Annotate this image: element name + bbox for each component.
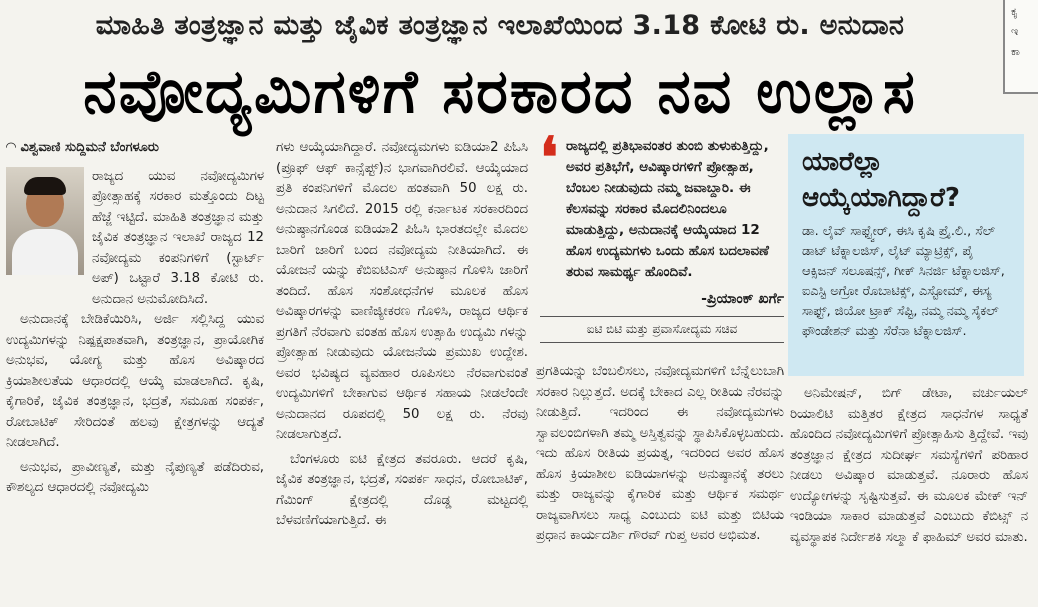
column-4 bbox=[790, 384, 1028, 552]
kicker-line: ಮಾಹಿತಿ ತಂತ್ರಜ್ಞಾನ ಮತ್ತು ಜೈವಿಕ ತಂತ್ರಜ್ಞಾನ ಇಲಾಖೆಯಿಂದ 3.18 ಕೋಟಿ ರು. ಅನುದಾನ bbox=[95, 10, 905, 41]
paragraph-5: ಬೆಂಗಳೂರು ಐಟಿ ಕ್ಷೇತ್ರದ ತವರೂರು. ಆದರೆ ಕೃಷಿ, ಜೈವಿಕ ತಂತ್ರಜ್ಞಾನ, ಭದ್ರತೆ, ಸಂಪರ್ಕ ಸಾಧನ, ರೋಬಾಟಿಕ್, ಗೆಮಿಂಗ್ ಕ್ಷೇತ್ರದಲ್ಲಿ ದೊಡ್ಡ ಮಟ್ಟದಲ್ಲಿ ಬೆಳವಣಿಗೆಯಾಗುತ್ತಿದೆ. ಈ bbox=[276, 451, 528, 528]
byline-text: ವಿಶ್ವವಾಣಿ ಸುದ್ದಿಮನೆ ಬೆಂಗಳೂರು bbox=[20, 140, 159, 155]
byline bbox=[6, 138, 264, 159]
adjacent-line-1: ಕೃ bbox=[1011, 5, 1018, 18]
adjacent-line-2: ಇ bbox=[1011, 25, 1019, 38]
column-1 bbox=[6, 138, 264, 503]
paragraph-7: ಅನಿಮೇಷನ್, ಬಿಗ್ ಡೇಟಾ, ವರ್ಚುಯಲ್ ರಿಯಾಲಿಟಿ ಮತ್ತಿತರ ಕ್ಷೇತ್ರದ ಸಾಧನೆಗಳ ಸಾಧ್ಯತೆ ಹೊಂದಿದ ನವೋದ್ಯಮಿಗಳಿಗೆ ಪ್ರೋತ್ಸಾಹಿಸು ತ್ತಿದ್ದೇವೆ. ಇವು ತಂತ್ರಜ್ಞಾನ ಕ್ಷೇತ್ರದ ಸುದೀರ್ಘ ಸಮಸ್ಯೆಗಳಿಗೆ ಪರಿಹಾರ ನೀಡಲು ಅವಿಷ್ಕಾರ ಮಾಡುತ್ತವೆ. ನೂರಾರು ಹೊಸ ಉದ್ಯೋಗಳನ್ನು ಸೃಷ್ಟಿಸುತ್ತವೆ. ಈ ಮೂಲಕ ಮೇಕ್ ಇನ್ ಇಂಡಿಯಾ ಸಾಕಾರ ಮಾಡುತ್ತವೆ ಎಂಬುದು ಕೆಬಿಟ್ಸ್ ನ ವ್ಯವಸ್ಥಾಪಕ ನಿರ್ದೇಶಕಿ ಸಲ್ಮಾ ಕೆ ಫಾಹಿಮ್ ಅವರ ಮಾತು. bbox=[790, 386, 1028, 545]
lead-block bbox=[6, 167, 264, 311]
column-2 bbox=[276, 138, 528, 536]
box-title: ಯಾರೆಲ್ಲಾ ಆಯ್ಕೆಯಾಗಿದ್ದಾರೆ? bbox=[802, 147, 960, 213]
quote-role: ಐಟಿ ಬಿಟಿ ಮತ್ತು ಪ್ರವಾಸೋದ್ಯಮ ಸಚಿವ bbox=[540, 316, 784, 343]
paragraph-4: ಗಳು ಆಯ್ಕೆಯಾಗಿದ್ದಾರೆ. ನವೋದ್ಯಮಗಳು ಐಡಿಯಾ2 ಪಿಓಸಿ (ಪ್ರೂಫ್ ಆಫ್ ಕಾನ್ಸೆಪ್ಟ್)ನ ಭಾಗವಾಗಿರಲಿವೆ. ಆಯ್ಕೆಯಾದ ಪ್ರತಿ ಕಂಪನಿಗಳಿಗೆ ಮೊದಲ ಹಂತವಾಗಿ 50 ಲಕ್ಷ ರು. ಅನುದಾನ ಸಿಗಲಿದೆ. 2015 ರಲ್ಲಿ ಕರ್ನಾಟಕ ಸರಕಾರದಿಂದ ಅನುಷ್ಠಾನಗೊಂಡ ಐಡಿಯಾ2 ಪಿಓಸಿ ಭಾರತದಲ್ಲೇ ಮೊದಲ ಬಾರಿಗೆ ಜಾರಿಗೆ ಬಂದ ನವೋದ್ಯಮ ನೀತಿಯಾಗಿದೆ. ಈ ಯೋಜನೆ ಯನ್ನು ಕೆಬಿಐಟಿಎಸ್ ಅನುಷ್ಠಾನ ಗೊಳಿಸಿ ಜಾರಿಗೆ ತಂದಿದೆ. ಹೊಸ ಸಂಶೋಧನೆಗಳ ಮೂಲಕ ಹೊಸ ಅವಿಷ್ಕಾರಗಳನ್ನು ವಾಣಿಜ್ಯೀಕರಣ ಗೊಳಿಸಿ, ರಾಜ್ಯದ ಆರ್ಥಿಕ ಪ್ರಗತಿಗೆ ನೆರವಾಗು ವಂತಹ ಹೊಸ ಉತ್ಸಾಹಿ ಉದ್ಯಮಿ ಗಳನ್ನು ಪ್ರೋತ್ಸಾಹ ನೀಡುವುದು ಯೋಜನೆಯ ಪ್ರಮುಖ ಉದ್ದೇಶ. ಅವರ ಭವಿಷ್ಯದ ವ್ಯವಹಾರ ರೂಪಿಸಲು ನೆರವಾಗುವಂತೆ ಉದ್ಯಮಿಗಳಿಗೆ ಬೇಕಾಗುವ ಆರ್ಥಿಕ ಸಹಾಯ ನೀಡಲೆಂದೇ ಅನುದಾನದ ರೂಪದಲ್ಲಿ 50 ಲಕ್ಷ ರು. ನೆರವು ನೀಡಲಾಗುತ್ತದೆ. bbox=[276, 140, 528, 442]
paragraph-1: ರಾಜ್ಯದ ಯುವ ನವೋದ್ಯಮಿಗಳ ಪ್ರೋತ್ಸಾಹಕ್ಕೆ ಸರಕಾರ ಮತ್ತೊಂದು ದಿಟ್ಟ ಹೆಜ್ಜೆ ಇಟ್ಟಿದೆ. ಮಾಹಿತಿ ತಂತ್ರಜ್ಞಾನ ಮತ್ತು ಜೈವಿಕ ತಂತ್ರಜ್ಞಾನ ಇಲಾಖೆ ರಾಜ್ಯದ 12 ನವೋದ್ಯಮ ಕಂಪನಿಗಳಿಗೆ (ಸ್ಟಾರ್ಟ್ ಅಪ್) ಒಟ್ಟಾರೆ 3.18 ಕೋಟಿ ರು. ಅನುದಾನ ಅನುಮೋದಿಸಿದೆ. bbox=[92, 168, 264, 307]
adjacent-line-3: ಕಾ bbox=[1011, 45, 1020, 58]
paragraph-6: ಪ್ರಗತಿಯನ್ನು ಬೆಂಬಲಿಸಲು, ನವೋದ್ಯಮಗಳಿಗೆ ಬೆನ್ನೆಲುಬಾಗಿ ಸರಕಾರ ನಿಲ್ಲುತ್ತದೆ. ಅದಕ್ಕೆ ಬೇಕಾದ ಎಲ್ಲ ರೀತಿಯ ನೆರವನ್ನು ನೀಡುತ್ತಿದೆ. ಇದರಿಂದ ಈ ನವೋದ್ಯಮಗಳು ಸ್ವಾವಲಂಬಿಗಳಾಗಿ ತಮ್ಮ ಅಸ್ತಿತ್ವವನ್ನು ಸ್ಥಾಪಿಸಿಕೊಳ್ಳಬಹುದು. ಇದು ಹೊಸ ರೀತಿಯ ಪ್ರಯತ್ನ, ಇದರಿಂದ ಅವರ ಹೊಸ ಹೊಸ ಕ್ರಿಯಾಶೀಲ ಐಡಿಯಾಗಳನ್ನು ಅನುಷ್ಠಾನಕ್ಕೆ ತರಲು ಮತ್ತು ರಾಜ್ಯವನ್ನು ಕೈಗಾರಿಕ ಮತ್ತು ಆರ್ಥಿಕ ಸಮರ್ಥ ರಾಜ್ಯವಾಗಿಸಲು ಸಾಧ್ಯ ಎಂಬುದು ಐಟಿ ಮತ್ತು ಬಿಟಿಯ ಪ್ರಧಾನ ಕಾರ್ಯದರ್ಶಿ ಗೌರವ್ ಗುಪ್ತ ಅವರ ಅಭಿಮತ. bbox=[536, 364, 784, 543]
quote-text: ರಾಜ್ಯದಲ್ಲಿ ಪ್ರತಿಭಾವಂತರ ತುಂಬಿ ತುಳುಕುತ್ತಿದ್ದು, ಅವರ ಪ್ರತಿಭೆಗೆ, ಆವಿಷ್ಕಾರಗಳಿಗೆ ಪ್ರೋತ್ಸಾಹ, ಬೆಂಬಲ ನೀಡುವುದು ನಮ್ಮ ಜವಾಬ್ದಾರಿ. ಈ ಕೆಲಸವನ್ನು ಸರಕಾರ ಮೊದಲಿನಿಂದಲೂ ಮಾಡುತ್ತಿದ್ದು, ಅನುದಾನಕ್ಕೆ ಆಯ್ಕೆಯಾದ 12 ಹೊಸ ಉದ್ಯಮಗಳು ಒಂದು ಹೊಸ ಬದಲಾವಣೆ ತರುವ ಸಾಮರ್ಥ್ಯ ಹೊಂದಿವೆ. bbox=[566, 138, 769, 280]
adjacent-article-edge bbox=[1003, 0, 1038, 94]
headline: ನವೋದ್ಯಮಿಗಳಿಗೆ ಸರಕಾರದ ನವ ಉಲ್ಲಾಸ bbox=[83, 57, 917, 127]
box-body: ಡಾ. ಲೈವ್ ಸಾಫ್ಟ್ವೇರ್, ಈಸಿ ಕೃಷಿ ಪ್ರೈ.ಲಿ., ಸೆಲ್ ಡಾಟ್ ಟೆಕ್ನಾಲಜಿಸ್, ಲೈಟ್ ಮ್ಯಾಟ್ರಿಕ್ಸ್, ಪೈ ಆಕ್ಸಿಜನ್ ಸಲೂಷನ್ಸ್, ಗೀಕ್ ಸಿನರ್ಜಿ ಟೆಕ್ನಾಲಜಿಸ್, ಐಎಸ್ಟಿ ಅಗ್ರೋ ರೊಬಾಟಿಕ್ಸ್, ಎಸ್ಟೋಮ್, ಈಸ್ಯ ಸಾಫ್ಟ್, ಜಿಯೋ ಟ್ರಾಕ್ ಸೆಪ್ಟಿ, ನಮ್ಮ ನಮ್ಮ ಸೈಕಲ್ ಫೌಂಡೇಶನ್ ಮತ್ತು ಸೆರೆನಾ ಟೆಕ್ನಾಲಜಿಸ್. bbox=[802, 224, 1005, 339]
paragraph-3: ಅನುಭವ, ಪ್ರಾವೀಣ್ಯತೆ, ಮತ್ತು ನೈಪುಣ್ಯತೆ ಪಡೆದಿರುವ, ಕೌಶಲ್ಯದ ಆಧಾರದಲ್ಲಿ ನವೋದ್ಯಮಿ bbox=[6, 459, 264, 495]
column-3 bbox=[536, 362, 784, 551]
selected-companies-box bbox=[788, 134, 1024, 376]
rss-icon: ◠ bbox=[6, 140, 16, 155]
quote-mark-icon: ❛ bbox=[540, 125, 559, 191]
quote-author: -ಪ್ರಿಯಾಂಕ್ ಖರ್ಗೆ bbox=[701, 291, 784, 307]
person-photo bbox=[6, 167, 84, 275]
paragraph-2: ಅನುದಾನಕ್ಕೆ ಬೇಡಿಕೆಯಿರಿಸಿ, ಅರ್ಜಿ ಸಲ್ಲಿಸಿದ್ದ ಯುವ ಉದ್ಯಮಿಗಳನ್ನು ನಿಷ್ಪಕ್ಷಪಾತವಾಗಿ, ತಂತ್ರಜ್ಞಾನ, ಪ್ರಾಯೋಗಿಕ ಅನುಭವ, ಯೋಗ್ಯ ಮತ್ತು ಹೊಸ ಅವಿಷ್ಕಾರದ ಕ್ರಿಯಾಶೀಲತೆಯ ಆಧಾರದಲ್ಲಿ ಆಯ್ಕೆ ಮಾಡಲಾಗಿದೆ. ಕೃಷಿ, ಕೈಗಾರಿಕೆ, ಜೈವಿಕ ತಂತ್ರಜ್ಞಾನ, ಭದ್ರತೆ, ಸಮೂಹ ಸಂಪರ್ಕ, ರೋಬಾಟಿಕ್ ಸೇರಿದಂತೆ ಹಲವು ಕ್ಷೇತ್ರಗಳನ್ನು ಆದ್ಯತೆ ನೀಡಲಾಗಿದೆ. bbox=[6, 312, 264, 450]
pull-quote bbox=[540, 125, 784, 343]
